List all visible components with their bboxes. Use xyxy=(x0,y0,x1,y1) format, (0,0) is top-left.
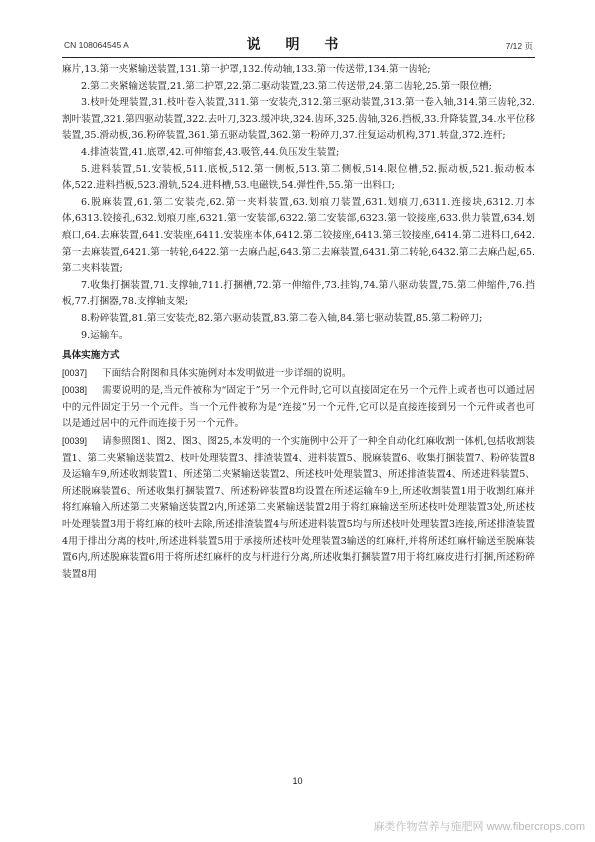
list-item: 5.进料装置,51.安装板,511.底板,512.第一侧板,513.第二侧板,514.限位槽,52.振动板,521.振动板本体,522.进料挡板,523.滑轨,524.进料槽,53.电磁铁,54.弹性件,55.第一出料口; xyxy=(62,163,535,192)
doc-number: CN 108064545 A xyxy=(64,40,129,50)
header-rule xyxy=(62,57,535,58)
section-title: 具体实施方式 xyxy=(62,350,120,362)
paragraph-text: 需要说明的是,当元件被称为“固定于”另一个元件时,它可以直接固定在另一个元件上或者也可以通过居中的元件固定于另一个元件。当一个元件被称为是“连接”另一个元件,它可以是直接连接到另一个元件或者也可以是通过居中的元件而连接于另一个元件。 xyxy=(62,385,535,430)
paragraph-text: 请参照图1、图2、图3、图25,本发明的一个实施例中公开了一种全自动化红麻收割一体机,包括收割装置1、第二夹紧输送装置2、枝叶处理装置3、排渣装置4、进料装置5、脱麻装置6、收集打捆装置7、粉碎装置8及运输车9,所述收割装置1、所述第二夹紧输送装置2、所述枝叶处理装置3、所述排渣装置4、所述进料装置5、所述脱麻装置6、所述收集打捆装置7、所述粉碎装置8均设置在所述运输车9上,所述收割装置1用于收割红麻并将红麻输入所述第二夹紧输送装置2内,所述第二夹紧输送装置2用于将红麻输送至所述枝叶处理装置3处,所述枝叶处理装置3用于将红麻的枝叶去除,所述排渣装置4与所述进料装置5均与所述枝叶处理装置3连接,所述排渣装置4用于排出分离的枝叶,所述进料装置5用于承接所述枝叶处理装置3输送的红麻杆,并将所述红麻杆输送至脱麻装置6内,所述脱麻装置6用于将所述红麻杆的皮与杆进行分离,所述收集打捆装置7用于将红麻皮进行打捆,所述粉碎装置8用 xyxy=(62,436,535,580)
list-item: 6.脱麻装置,61.第二安装壳,62.第一夹料装置,63.划痕刀装置,631.划痕刀,6311.连接块,6312.刀本体,6313.铰接孔,632.划痕刀座,6321.第一安装部,6322.第二安装部,6323.第一铰接座,633.供力装置,634.划痕口,64.去麻装置,641.安装座,6411.安装座本体,6412.第二铰接座,6413.第三铰接座,6414.第二进料口,642.第一去麻装置,6421.第一转轮,6422.第一去麻凸起,643.第二去麻装置,6431.第二转轮,6432.第二去麻凸起,65.第二夹料装置; xyxy=(62,196,535,275)
list-item: 4.排渣装置,41.底罩,42.可伸缩套,43.吸管,44.负压发生装置; xyxy=(81,146,340,158)
list-item: 麻片,13.第一夹紧输送装置,131.第一护罩,132.传动轴,133.第一传送带,134.第一齿轮; xyxy=(62,64,431,75)
paragraph-text: 下面结合附图和具体实施例对本发明做进一步详细的说明。 xyxy=(102,367,352,379)
watermark: 麻类作物营养与施肥网 www.fibercrops.com xyxy=(373,821,585,833)
paragraph xyxy=(62,433,535,583)
paragraph xyxy=(62,382,535,433)
list-item: 3.枝叶处理装置,31.枝叶卷入装置,311.第一安装壳,312.第三驱动装置,313.第一卷入轴,314.第三齿轮,32.割叶装置,321.第四驱动装置,322.去叶刀,323.缓冲块,324.齿环,325.齿轴,326.挡板,33.升降装置,34.水平位移装置,35.滑动板,36.粉碎装置,361.第五驱动装置,362.第一粉碎刀,37.往复运动机构,371.转盘,372.连杆; xyxy=(62,97,535,142)
list-item: 8.粉碎装置,81.第三安装壳,82.第六驱动装置,83.第二卷入轴,84.第七驱动装置,85.第二粉碎刀; xyxy=(81,312,483,324)
page-header xyxy=(0,30,595,54)
paragraph-number: [0038] xyxy=(62,385,88,396)
list-item: 9.运输车。 xyxy=(81,329,129,341)
page-of: 7/12 页 xyxy=(505,41,533,51)
paragraph-number: [0039] xyxy=(62,436,88,447)
document-body xyxy=(62,62,535,583)
page-title: 说 明 书 xyxy=(246,37,349,53)
paragraph xyxy=(62,365,535,383)
list-item: 2.第二夹紧输送装置,21.第二护罩,22.第二驱动装置,23.第二传送带,24.第二齿轮,25.第一限位槽; xyxy=(81,80,492,92)
page-number: 10 xyxy=(292,776,303,786)
paragraph-number: [0037] xyxy=(62,367,88,378)
list-item: 7.收集打捆装置,71.支撑轴,711.打捆槽,72.第一伸缩件,73.挂钩,74.第八驱动装置,75.第二伸缩件,76.挡板,77.打捆器,78.支撑轴支架; xyxy=(62,279,535,308)
